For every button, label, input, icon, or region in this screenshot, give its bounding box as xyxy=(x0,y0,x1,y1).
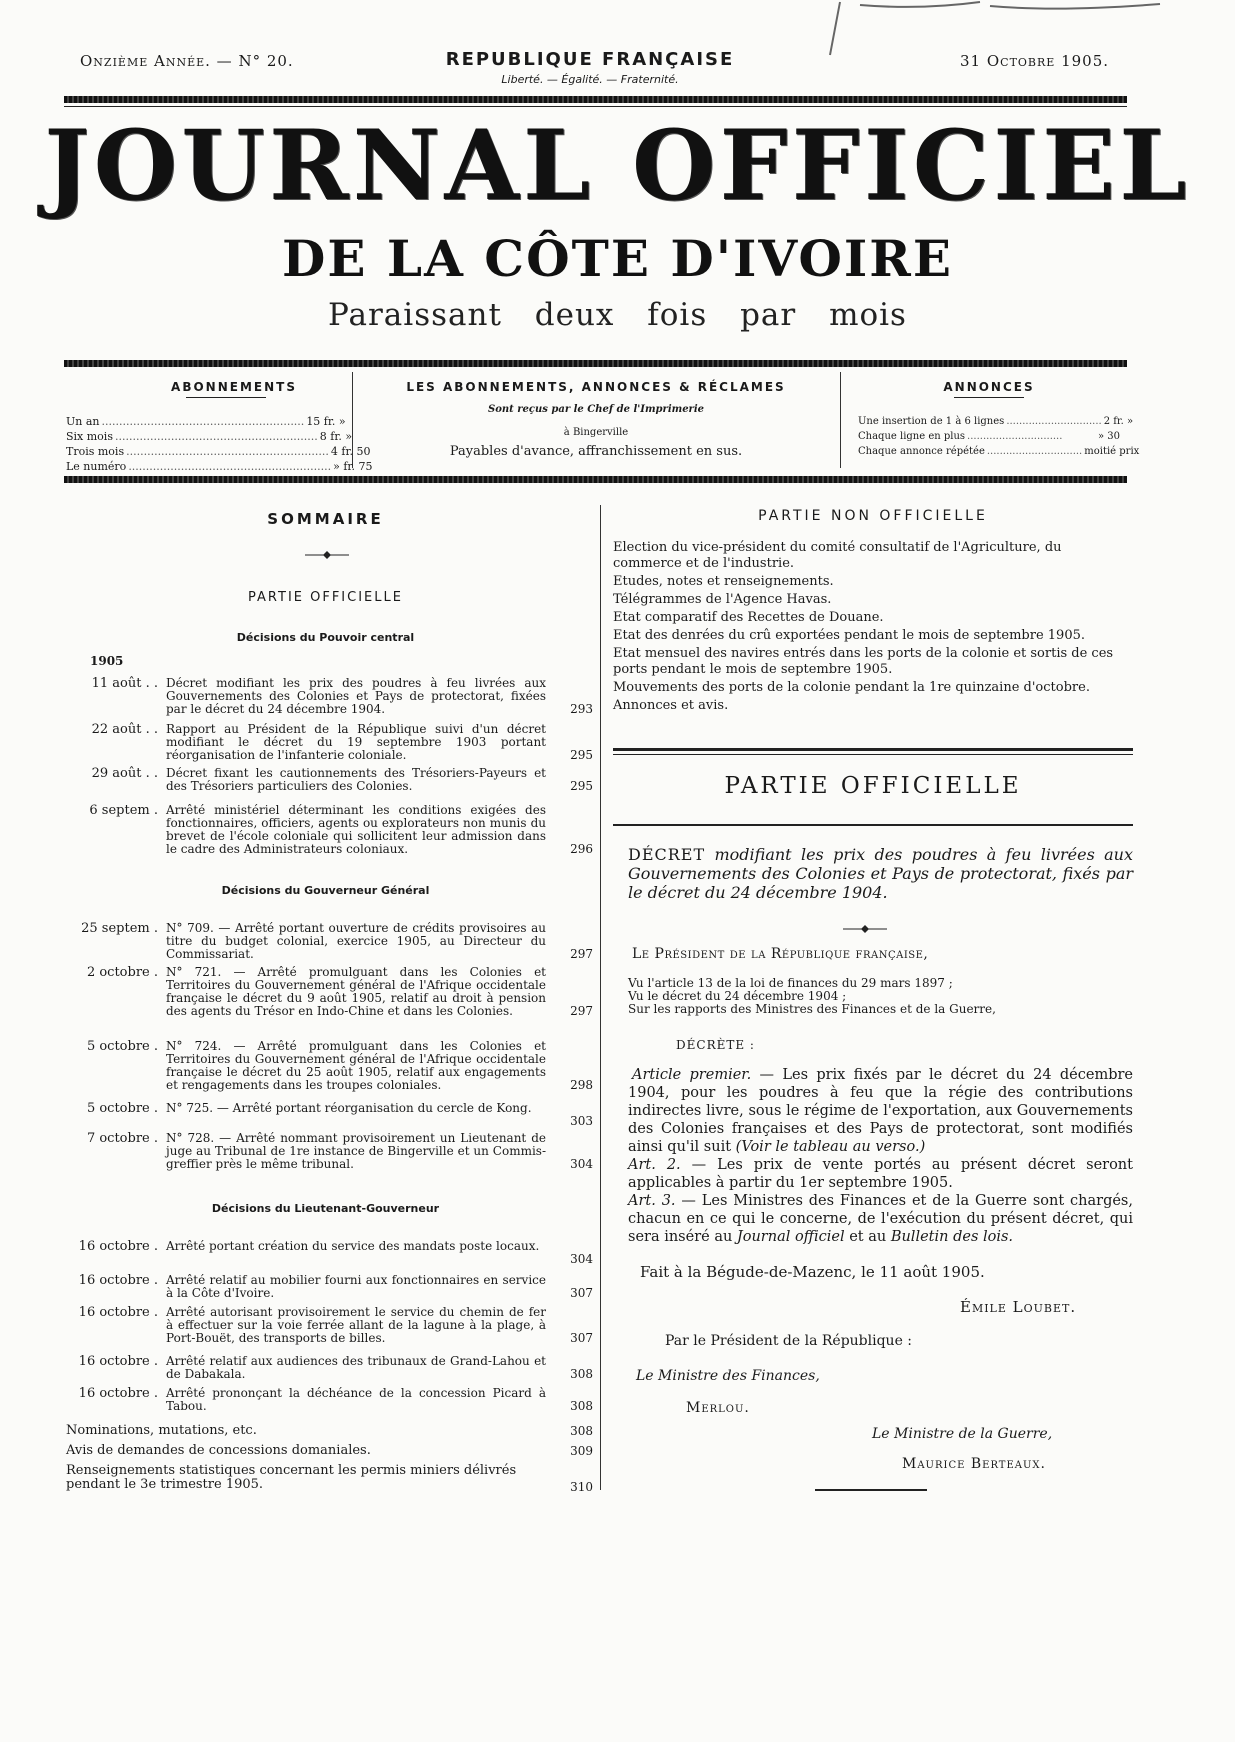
rate-row xyxy=(66,444,371,459)
non-officielle-item: Etat comparatif des Recettes de Douane. xyxy=(613,610,884,625)
annonce-rate-label: Chaque annonce répétée xyxy=(858,446,985,457)
rate-dots: .......................................................... xyxy=(128,460,332,473)
partie-officielle-title: PARTIE OFFICIELLE xyxy=(724,773,1022,799)
entry-date: 16 octobre . xyxy=(78,1239,158,1254)
gouverneur-general-title: Décisions du Gouverneur Général xyxy=(221,884,430,897)
entry-page: 308 xyxy=(570,1367,593,1381)
entry-date: 11 août . . xyxy=(91,676,158,691)
rate-dots: .......................................................... xyxy=(126,445,329,458)
partie-officielle-rule-top2 xyxy=(613,754,1133,755)
entry-text: N° 724. — Arrêté promulguant dans les Colonies et Territoires du Gouvernement général de l'Afrique occidentale française le décret du 25 août 1905, relatif aux engagements et rengagements dans les troupes coloniales. xyxy=(166,1039,546,1092)
annonce-rate-dots: .............................. xyxy=(986,446,1083,457)
rate-price: 8 fr. » xyxy=(319,430,353,443)
merlou: Merlou. xyxy=(686,1400,750,1416)
box-rule-top xyxy=(64,360,1127,367)
entry-date: 5 octobre . xyxy=(86,1101,158,1116)
annonce-rate-row xyxy=(858,429,1120,444)
sommaire-other-entry xyxy=(66,1464,593,1492)
rate-dots: .......................................................... xyxy=(101,415,305,428)
column-divider xyxy=(600,505,601,1490)
berteaux: Maurice Berteaux. xyxy=(902,1456,1046,1472)
article-3-bl: Bulletin des lois. xyxy=(890,1229,1014,1245)
handwritten-scrawl xyxy=(820,0,1180,60)
center-line3: Payables d'avance, affranchissement en sus. xyxy=(449,444,743,459)
vu-line: Sur les rapports des Ministres des Finances et de la Guerre, xyxy=(628,1002,996,1016)
entry-date: 16 octobre . xyxy=(78,1386,158,1401)
entry-page: 296 xyxy=(570,842,593,856)
box-divider-right xyxy=(840,372,841,468)
rate-label: Un an xyxy=(66,415,100,428)
center-title: LES ABONNEMENTS, ANNONCES & RÉCLAMES xyxy=(406,380,786,394)
rate-label: Six mois xyxy=(66,430,113,443)
partie-officielle-rule-bottom xyxy=(613,824,1133,826)
entry-date: 29 août . . xyxy=(91,766,158,781)
entry-page: 308 xyxy=(570,1399,593,1413)
center-panel xyxy=(360,380,832,459)
annonce-rate-dots: .............................. xyxy=(1006,416,1102,427)
ministre-guerre: Le Ministre de la Guerre, xyxy=(872,1426,1053,1442)
entry-text: N° 709. — Arrêté portant ouverture de crédits provisoires au titre du budget colonial, exercice 1905, au Directeur du Commissariat. xyxy=(166,921,546,961)
rate-price: 4 fr. 50 xyxy=(330,445,371,458)
header-rule-top-thin xyxy=(64,106,1127,107)
article-3-text2: et au xyxy=(844,1229,891,1245)
entry-date: 25 septem . xyxy=(81,921,158,936)
entry-date: 5 octobre . xyxy=(86,1039,158,1054)
annonce-rate-price: » 30 xyxy=(1097,431,1120,442)
article-3-text1: — Les Ministres des Finances et de la Guerre sont chargés, chacun en ce qui le concerne, de l'exécution du présent décret, qui sera inséré au xyxy=(628,1193,1133,1245)
periodicity: Paraissant deux fois par mois xyxy=(328,297,907,333)
article-1 xyxy=(628,1066,1133,1156)
rate-dots: .......................................................... xyxy=(114,430,318,443)
other-page: 308 xyxy=(570,1424,593,1438)
entry-text: N° 721. — Arrêté promulguant dans les Colonies et Territoires du Gouvernement général de l'Afrique occidentale française le décret du 9 août 1905, relatif au droit à pension des agents du Trésor en Indo-Chine et dans les Colonies. xyxy=(166,965,546,1018)
other-page: 309 xyxy=(570,1444,593,1458)
entry-text: Arrêté portant création du service des mandats poste locaux. xyxy=(166,1239,540,1253)
entry-page: 297 xyxy=(570,947,593,961)
center-line2: à Bingerville xyxy=(563,427,629,438)
box-rule-bottom xyxy=(64,476,1127,483)
entry-text: Arrêté autorisant provisoirement le service du chemin de fer à effectuer sur la voie ferrée allant de la lagune à la plage, à Port-Bouët, des transports de billes. xyxy=(166,1305,546,1345)
entry-page: 297 xyxy=(570,1004,593,1018)
entry-page: 304 xyxy=(570,1157,593,1171)
non-officielle-item: Télégrammes de l'Agence Havas. xyxy=(613,592,832,607)
rate-price: » fr. 75 xyxy=(333,460,373,473)
annonce-rate-row xyxy=(858,414,1134,429)
non-officielle-item: Election du vice-président du comité consultatif de l'Agriculture, du commerce et de l'industrie. xyxy=(613,540,1062,571)
center-line1: Sont reçus par le Chef de l'Imprimerie xyxy=(488,404,704,415)
non-officielle-item: Etat des denrées du crû exportées pendant le mois de septembre 1905. xyxy=(613,628,1086,643)
entry-page: 298 xyxy=(570,1078,593,1092)
rate-label: Trois mois xyxy=(66,445,125,458)
entry-date: 6 septem . xyxy=(89,803,158,818)
signature-loubet: Émile Loubet. xyxy=(960,1298,1077,1316)
abonnements-underline xyxy=(186,397,266,398)
entry-text: Arrêté relatif aux audiences des tribunaux de Grand-Lahou et de Dabakala. xyxy=(166,1354,546,1381)
entry-page: 304 xyxy=(570,1252,593,1266)
sommaire-title: SOMMAIRE xyxy=(267,510,384,528)
fait-line: Fait à la Bégude-de-Mazenc, le 11 août 1905. xyxy=(640,1263,985,1281)
entry-date: 16 octobre . xyxy=(78,1305,158,1320)
annonce-rate-label: Une insertion de 1 à 6 lignes xyxy=(858,416,1005,427)
entry-date: 16 octobre . xyxy=(78,1273,158,1288)
entry-page: 295 xyxy=(570,748,593,762)
annonces-underline xyxy=(954,397,1024,398)
annonce-rate-price: moitié prix xyxy=(1084,446,1140,457)
masthead-title: JOURNAL OFFICIEL xyxy=(44,109,1191,222)
article-3-jo: Journal officiel xyxy=(736,1229,845,1245)
non-officielle-item: Etudes, notes et renseignements. xyxy=(613,574,834,589)
entry-text: N° 728. — Arrêté nommant provisoirement un Lieutenant de juge au Tribunal de 1re instance de Bingerville et un Commis-greffier près le même tribunal. xyxy=(166,1131,546,1171)
abonnements-title: ABONNEMENTS xyxy=(171,380,297,394)
rate-label: Le numéro xyxy=(66,460,127,473)
partie-officielle-rule-top xyxy=(613,748,1133,751)
entry-text: Décret fixant les cautionnements des Trésoriers-Payeurs et des Trésoriers particuliers des Colonies. xyxy=(166,766,546,793)
ministre-finances: Le Ministre des Finances, xyxy=(636,1368,820,1384)
article-1-text: — Les prix fixés par le décret du 24 décembre 1904, pour les poudres à feu que la régie des contributions indirectes livre, sous le régime de l'exportation, aux Gouvernements des Colonies françaises et des Pays de protectorat, sont modifiés ainsi qu'il suit xyxy=(628,1067,1133,1155)
sommaire-ornament xyxy=(305,544,349,552)
rates-list xyxy=(66,414,373,474)
president-line: Le Président de la République française, xyxy=(632,946,929,962)
rate-row xyxy=(66,414,346,429)
decret-lead: DÉCRET xyxy=(628,845,706,864)
non-officielle-item: Mouvements des ports de la colonie pendant la 1re quinzaine d'octobre. xyxy=(613,680,1090,695)
annonce-rate-row xyxy=(858,444,1140,459)
issue-date: 31 Octobre 1905. xyxy=(960,52,1110,70)
other-text: Nominations, mutations, etc. xyxy=(66,1423,257,1438)
entry-page: 307 xyxy=(570,1331,593,1345)
rate-row xyxy=(66,429,353,444)
article-1-note: (Voir le tableau au verso.) xyxy=(735,1139,926,1155)
entry-date: 22 août . . xyxy=(91,722,158,737)
vus-list xyxy=(628,977,1128,1016)
decret-heading xyxy=(628,845,1133,902)
non-officielle-list xyxy=(613,540,1133,716)
sommaire-other-entry xyxy=(66,1444,593,1458)
republic-heading: REPUBLIQUE FRANÇAISE xyxy=(445,49,735,70)
sommaire-year: 1905 xyxy=(90,654,124,668)
masthead-subtitle: DE LA CÔTE D'IVOIRE xyxy=(282,229,953,288)
entry-text: Arrêté ministériel déterminant les conditions exigées des fonctionnaires, officiers, agents ou explorateurs non munis du brevet de l'école coloniale qui sollicitent leur admission dans le cadre des Administrateurs coloniaux. xyxy=(166,803,546,856)
article-2-text: — Les prix de vente portés au présent décret seront applicables à partir du 1er septembre 1905. xyxy=(628,1157,1133,1191)
entry-date: 7 octobre . xyxy=(86,1131,158,1146)
article-2 xyxy=(628,1156,1133,1192)
rate-price: 15 fr. » xyxy=(306,415,346,428)
annonce-rate-label: Chaque ligne en plus xyxy=(858,431,966,442)
header-rule-top xyxy=(64,96,1127,103)
annonce-rates-list xyxy=(858,414,1140,459)
entry-text: Décret modifiant les prix des poudres à feu livrées aux Gouvernements des Colonies et Pays de protectorat, fixées par le décret du 24 décembre 1904. xyxy=(166,676,546,716)
lieutenant-gouverneur-title: Décisions du Lieutenant-Gouverneur xyxy=(211,1202,440,1215)
motto: Liberté. — Égalité. — Fraternité. xyxy=(501,73,679,86)
article-3 xyxy=(628,1192,1133,1246)
annonces-title: ANNONCES xyxy=(943,380,1035,394)
entry-date: 2 octobre . xyxy=(86,965,158,980)
year-issue: Onzième Année. — N° 20. xyxy=(80,52,294,70)
decrete-line: DÉCRÈTE : xyxy=(676,1038,755,1052)
pouvoir-central-title: Décisions du Pouvoir central xyxy=(236,631,415,644)
decret-title: modifiant les prix des poudres à feu livrées aux Gouvernements des Colonies et Pays de protectorat, fixés par le décret du 24 décembre 1904. xyxy=(628,845,1133,902)
vu-line: Vu le décret du 24 décembre 1904 ; xyxy=(628,989,847,1003)
sommaire-partie-officielle: PARTIE OFFICIELLE xyxy=(248,590,403,605)
article-3-label: Art. 3. xyxy=(628,1193,676,1209)
non-officielle-item: Etat mensuel des navires entrés dans les ports de la colonie et sortis de ces ports pendant le mois de septembre 1905. xyxy=(613,646,1114,677)
article-1-label: Article premier. xyxy=(632,1067,752,1083)
annonces-panel xyxy=(858,380,1140,459)
entry-text: Rapport au Président de la République suivi d'un décret modifiant le décret du 19 septembre 1903 portant réorganisation de l'infanterie coloniale. xyxy=(166,722,546,762)
entry-text: Arrêté prononçant la déchéance de la concession Picard à Tabou. xyxy=(166,1386,546,1413)
article-2-label: Art. 2. xyxy=(628,1157,681,1173)
non-officielle-title: PARTIE NON OFFICIELLE xyxy=(758,508,988,524)
sommaire-other-entry xyxy=(66,1424,593,1438)
other-text: Renseignements statistiques concernant les permis miniers délivrés pendant le 3e trimestre 1905. xyxy=(66,1463,517,1492)
annonce-rate-price: 2 fr. » xyxy=(1103,416,1134,427)
other-text: Avis de demandes de concessions domaniales. xyxy=(66,1443,371,1458)
entry-page: 295 xyxy=(570,779,593,793)
entry-page: 303 xyxy=(570,1114,593,1128)
par-le-president: Par le Président de la République : xyxy=(665,1333,913,1349)
entry-text: N° 725. — Arrêté portant réorganisation du cercle de Kong. xyxy=(166,1101,532,1115)
entry-page: 293 xyxy=(570,702,593,716)
abonnements-panel xyxy=(66,380,373,474)
other-page: 310 xyxy=(570,1480,593,1494)
annonce-rate-dots: .............................. xyxy=(967,431,1063,442)
entry-text: Arrêté relatif au mobilier fourni aux fonctionnaires en service à la Côte d'Ivoire. xyxy=(166,1273,546,1300)
vu-line: Vu l'article 13 de la loi de finances du 29 mars 1897 ; xyxy=(628,976,953,990)
non-officielle-item: Annonces et avis. xyxy=(613,698,729,713)
rate-row xyxy=(66,459,373,474)
decret-ornament xyxy=(843,918,887,926)
entry-date: 16 octobre . xyxy=(78,1354,158,1369)
end-rule xyxy=(815,1489,927,1491)
entry-page: 307 xyxy=(570,1286,593,1300)
